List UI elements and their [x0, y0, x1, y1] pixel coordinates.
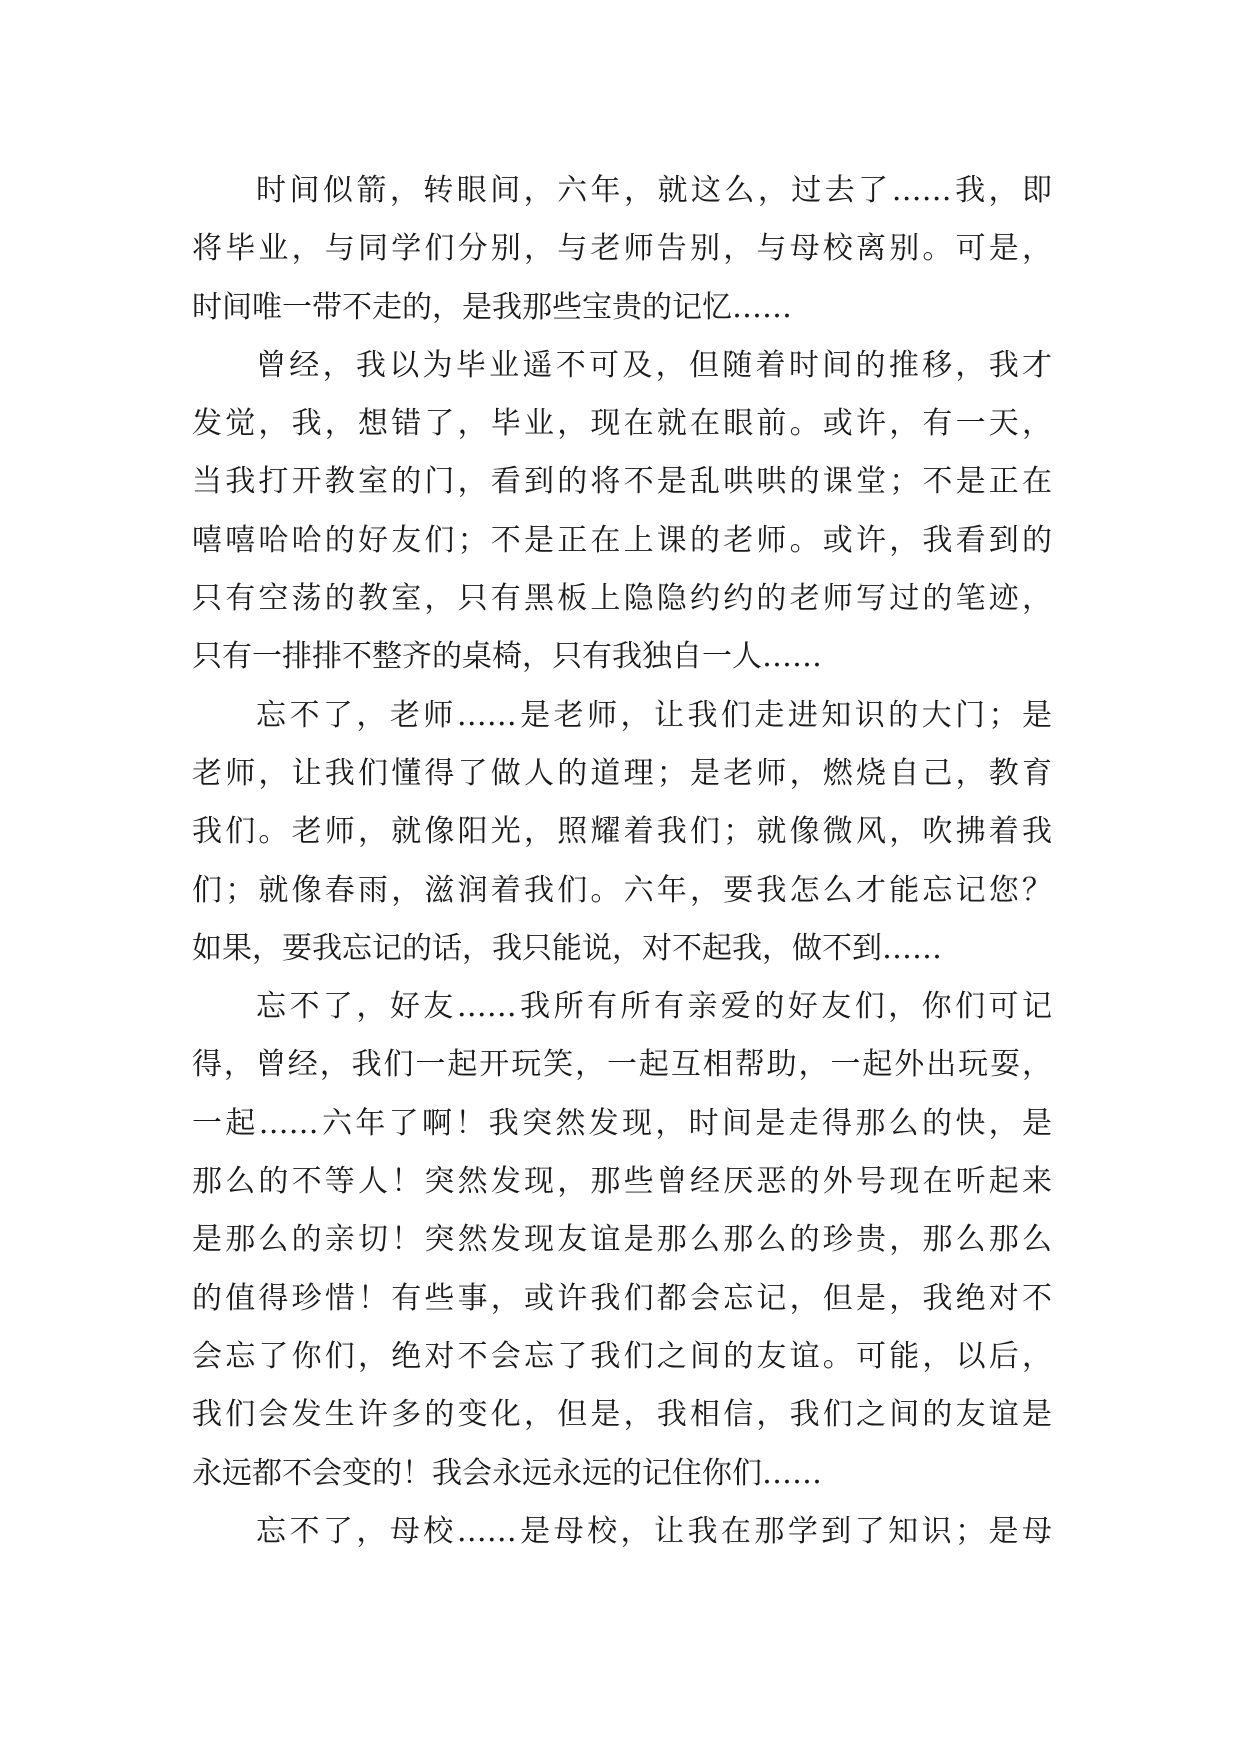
text-line: 忘不了，好友……我所有所有亲爱的好友们，你们可记	[256, 989, 1052, 1025]
paragraph	[192, 162, 1052, 337]
text-line: 忘不了，老师……是老师，让我们走进知识的大门；是	[256, 697, 1052, 733]
text-line: 时间唯一带不走的，是我那些宝贵的记忆……	[192, 289, 792, 325]
text-line: 我们会发生许多的变化，但是，我相信，我们之间的友谊是	[192, 1397, 1052, 1433]
text-line: 当我打开教室的门，看到的将不是乱哄哄的课堂；不是正在	[192, 464, 1052, 500]
essay-body	[192, 162, 1052, 1561]
text-line: 永远都不会变的！我会永远永远的记住你们……	[192, 1455, 822, 1491]
text-line: 将毕业，与同学们分别，与老师告别，与母校离别。可是，	[192, 231, 1052, 267]
text-line: 只有一排排不整齐的桌椅，只有我独自一人……	[192, 639, 822, 675]
text-line: 们；就像春雨，滋润着我们。六年，要我怎么才能忘记您？	[192, 872, 1052, 908]
text-line: 嘻嘻哈哈的好友们；不是正在上课的老师。或许，我看到的	[192, 522, 1052, 558]
paragraph	[192, 1503, 1052, 1561]
text-line: 那么的不等人！突然发现，那些曾经厌恶的外号现在听起来	[192, 1164, 1052, 1200]
text-line: 如果，要我忘记的话，我只能说，对不起我，做不到……	[192, 930, 942, 966]
text-line: 发觉，我，想错了，毕业，现在就在眼前。或许，有一天，	[192, 406, 1052, 442]
text-line: 老师，让我们懂得了做人的道理；是老师，燃烧自己，教育	[192, 755, 1052, 791]
paragraph	[192, 337, 1052, 687]
text-line: 得，曾经，我们一起开玩笑，一起互相帮助，一起外出玩耍，	[192, 1047, 1052, 1083]
text-line: 我们。老师，就像阳光，照耀着我们；就像微风，吹拂着我	[192, 814, 1052, 850]
text-line: 时间似箭，转眼间，六年，就这么，过去了……我，即	[256, 173, 1052, 208]
text-line: 会忘了你们，绝对不会忘了我们之间的友谊。可能，以后，	[192, 1338, 1052, 1374]
text-line: 只有空荡的教室，只有黑板上隐隐约约的老师写过的笔迹，	[192, 581, 1052, 617]
paragraph	[192, 978, 1052, 1503]
text-line: 曾经，我以为毕业遥不可及，但随着时间的推移，我才	[256, 347, 1052, 383]
text-line: 一起……六年了啊！我突然发现，时间是走得那么的快，是	[192, 1105, 1052, 1141]
paragraph	[192, 687, 1052, 978]
text-line: 是那么的亲切！突然发现友谊是那么那么的珍贵，那么那么	[192, 1222, 1052, 1258]
text-line: 忘不了，母校……是母校，让我在那学到了知识；是母	[256, 1513, 1052, 1549]
text-line: 的值得珍惜！有些事，或许我们都会忘记，但是，我绝对不	[192, 1280, 1052, 1316]
